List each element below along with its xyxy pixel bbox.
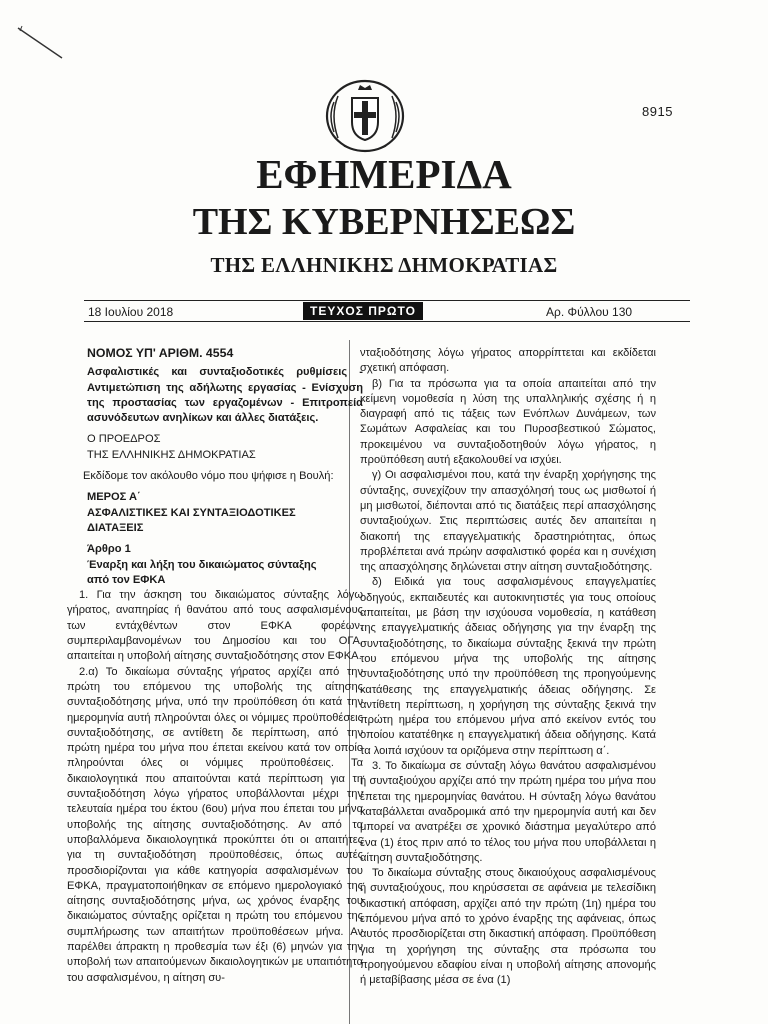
paragraph-2a: 2.α) Το δικαίωμα σύνταξης γήρατος αρχίζει από την πρώτη του επόμενου της υποβολής της αίτησης συνταξιοδότησης μήνα, υπό την προϋπόθεση ότι κατά την ημερομηνία αυτή πληρούνται όλες οι νόμιμες προϋποθέσεις συνταξιοδότησης, σε αντίθετη δε περίπτωση, από την πρώτη ημέρα του μήνα που έπεται εκείνου κατά τον οποίο πληρούνται όλες οι νόμιμες προϋποθέσεις. Τα δικαιολογητικά που απαιτούνται κατά περίπτωση για τη συνταξιοδότηση λόγω γήρατος υποβάλλονται μέχρι την τελευταία ημέρα του έκτου (6ου) μήνα που έπεται του μήνα υποβολής της αίτησης συνταξιοδότησης. Αν από τα υποβαλλόμενα δικαιολογητικά προκύπτει ότι οι απαιτήτες για τη συνταξιοδότηση προϋποθέσεις, όπως αυτές προσδιορίζονται για κάθε κατηγορία ασφαλισμένων του ΕΦΚΑ, πραγματοποιήθηκαν σε επόμενο ημερολογιακό της αίτησης συνταξιοδότησης μήνα, ως χρόνος έναρξης του δικαιώματος σύνταξης ορίζεται η πρώτη του επόμενου της συμπλήρωσης των απαιτήτων προϋποθέσεων μήνα. Αν παρέλθει άπρακτη η προθεσμία των έξι (6) μηνών για την υποβολή των απαιτούμενων δικαιολογητικών με υπαιτιότητα του ασφαλισμένου, η αίτηση συ- bbox=[67, 665, 363, 984]
paragraph-2d: δ) Ειδικά για τους ασφαλισμένους επαγγελματίες οδηγούς, εκπαιδευτές και αυτοκινητιστές για τους οποίους απαιτείται, με βάση την ισχύουσα νομοθεσία, η κατάθεση της επαγγελματικής άδειας οδήγησης για την έναρξη της συνταξιοδότησης, το δικαίωμα σύνταξης ξεκινά την πρώτη του επόμενου μήνα της υποβολής της αίτησης συνταξιοδότησης υπό την προϋπόθεση της προηγούμενης κατάθεσης της επαγγελματικής άδειας οδήγησης. Σε αντίθετη περίπτωση, η χορήγηση της σύνταξης ξεκινά την πρώτη ημέρα του επόμενου μήνα από εκείνον εντός του οποίου κατατέθηκε η επαγγελματική άδεια οδήγησης. Κατά τα λοιπά ισχύουν τα οριζόμενα στην περίπτωση α΄. bbox=[360, 576, 656, 757]
issue-label: ΤΕΥΧΟΣ ΠΡΩΤΟ bbox=[303, 302, 423, 320]
part-line1: ΜΕΡΟΣ Α΄ bbox=[87, 491, 141, 504]
law-title: ΝΟΜΟΣ ΥΠ' ΑΡΙΘΜ. 4554 bbox=[87, 346, 234, 360]
law-subject: Ασφαλιστικές και συνταξιοδοτικές ρυθμίσεις - Αντιμετώπιση της αδήλωτης εργασίας - Ενίσχυση της προστασίας των εργαζομένων - Επιτροπεία ασυνόδευτων ανηλίκων και άλλες διατάξεις. bbox=[87, 366, 363, 425]
header-rule-top bbox=[84, 300, 690, 301]
issue-date: 18 Ιουλίου 2018 bbox=[88, 305, 174, 319]
sheet-number: Αρ. Φύλλου 130 bbox=[546, 305, 633, 319]
paragraph-2b: β) Για τα πρόσωπα για τα οποία απαιτείται από την κείμενη νομοθεσία η λύση της υπαλληλικής σχέσης ή η διαγραφή από τις τάξεις των Ενόπλων Δυνάμεων, των Σωμάτων Ασφαλείας και του Πυροσβεστικού Σώματος, προκειμένου να συνταξιοδοτηθούν λόγω γήρατος, η προϋπόθεση αυτή εξακολουθεί να ισχύει. bbox=[360, 377, 656, 467]
part-line2: ΑΣΦΑΛΙΣΤΙΚΕΣ ΚΑΙ ΣΥΝΤΑΞΙΟΔΟΤΙΚΕΣ bbox=[87, 506, 296, 519]
president-heading bbox=[87, 432, 363, 463]
masthead-subtitle: ΤΗΣ ΕΛΛΗΝΙΚΗΣ ΔΗΜΟΚΡΑΤΙΑΣ bbox=[210, 253, 558, 277]
part-line3: ΔΙΑΤΑΞΕΙΣ bbox=[87, 521, 144, 534]
paragraph-1: 1. Για την άσκηση του δικαιώματος σύνταξης λόγω γήρατος, αναπηρίας ή θανάτου από τους ασφαλισμένους των εντάχθέντων στον ΕΦΚΑ φορέων, συμπεριλαμβανομένων του Δημοσίου και του ΟΓΑ, απαιτείται η υποβολή αίτησης συνταξιοδότησης στον ΕΦΚΑ. bbox=[67, 589, 363, 663]
left-column bbox=[67, 346, 363, 986]
article-title-line1: Έναρξη και λήξη του δικαιώματος σύνταξης bbox=[87, 558, 317, 571]
article-number: Άρθρο 1 bbox=[87, 543, 131, 556]
right-column bbox=[360, 346, 656, 988]
paragraph-3: 3. Το δικαίωμα σε σύνταξη λόγω θανάτου ασφαλισμένου ή συνταξιούχου αρχίζει από την πρώτη ημέρα του μήνα που έπεται της ημερομηνίας θανάτου. Η σύνταξη λόγω θανάτου καταβάλλεται αναδρομικά από την ημερομηνία αυτή και δεν μπορεί να ανατρέξει σε χρονικό διάστημα μεγαλύτερο από ένα (1) έτος πριν από το τέλος του μήνα που υποβάλλεται η αίτηση συνταξιοδότησης. bbox=[360, 760, 656, 864]
header-rule-bottom bbox=[84, 321, 690, 322]
paragraph-4: Το δικαίωμα σύνταξης στους δικαιούχους ασφαλισμένους ή συνταξιούχους, που κηρύσσεται σε αφάνεια με τελεσίδικη δικαστική απόφαση, αρχίζει από την πρώτη (1η) ημέρα του επόμενου μήνα από το χρόνο έναρξης της αφάνειας, όπως αυτός προσδιορίζεται στη δικαστική απόφαση. Προϋπόθεση για τη χορήγηση της σύνταξης στα πρόσωπα του προηγούμενου εδαφίου είναι η υποβολή αίτησης απονομής ή μεταβίβασης μέσα σε ένα (1) bbox=[360, 867, 656, 987]
pen-stroke-mark bbox=[16, 22, 66, 62]
president-line2: ΤΗΣ ΕΛΛΗΝΙΚΗΣ ΔΗΜΟΚΡΑΤΙΑΣ bbox=[87, 448, 256, 461]
article-heading bbox=[87, 542, 363, 588]
hellenic-republic-crest-icon bbox=[322, 76, 408, 154]
paragraph-2a-continued: νταξιοδότησης λόγω γήρατος απορρίπτεται και εκδίδεται σχετική απόφαση. bbox=[360, 347, 656, 375]
page-number: 8915 bbox=[642, 104, 673, 119]
article-title-line2: από τον ΕΦΚΑ bbox=[87, 573, 166, 586]
enactment-clause: Εκδίδομε τον ακόλουθο νόμο που ψήφισε η Βουλή: bbox=[83, 470, 334, 483]
part-heading bbox=[87, 490, 363, 536]
president-line1: Ο ΠΡΟΕΔΡΟΣ bbox=[87, 433, 161, 446]
masthead-title-line1: ΕΦΗΜΕΡΙΔΑ bbox=[256, 151, 512, 197]
masthead-title-line2: ΤΗΣ ΚΥΒΕΡΝΗΣΕΩΣ bbox=[192, 201, 576, 243]
paragraph-2c: γ) Οι ασφαλισμένοι που, κατά την έναρξη χορήγησης της σύνταξης, συνεχίζουν την απασχόλησή τους ως μισθωτοί ή μη μισθωτοί, διέπονται από τις διατάξεις περί απασχόλησης συνταξιούχων. Στις περιπτώσεις αυτές δεν απαιτείται η διακοπή της επαγγελματικής δραστηριότητας, όπως προβλέπεται ανά πρώην ασφαλιστικό φορέα και η συνέχιση της απασχόλησης δηλώνεται στην αίτηση συνταξιοδότησης. bbox=[360, 469, 656, 574]
